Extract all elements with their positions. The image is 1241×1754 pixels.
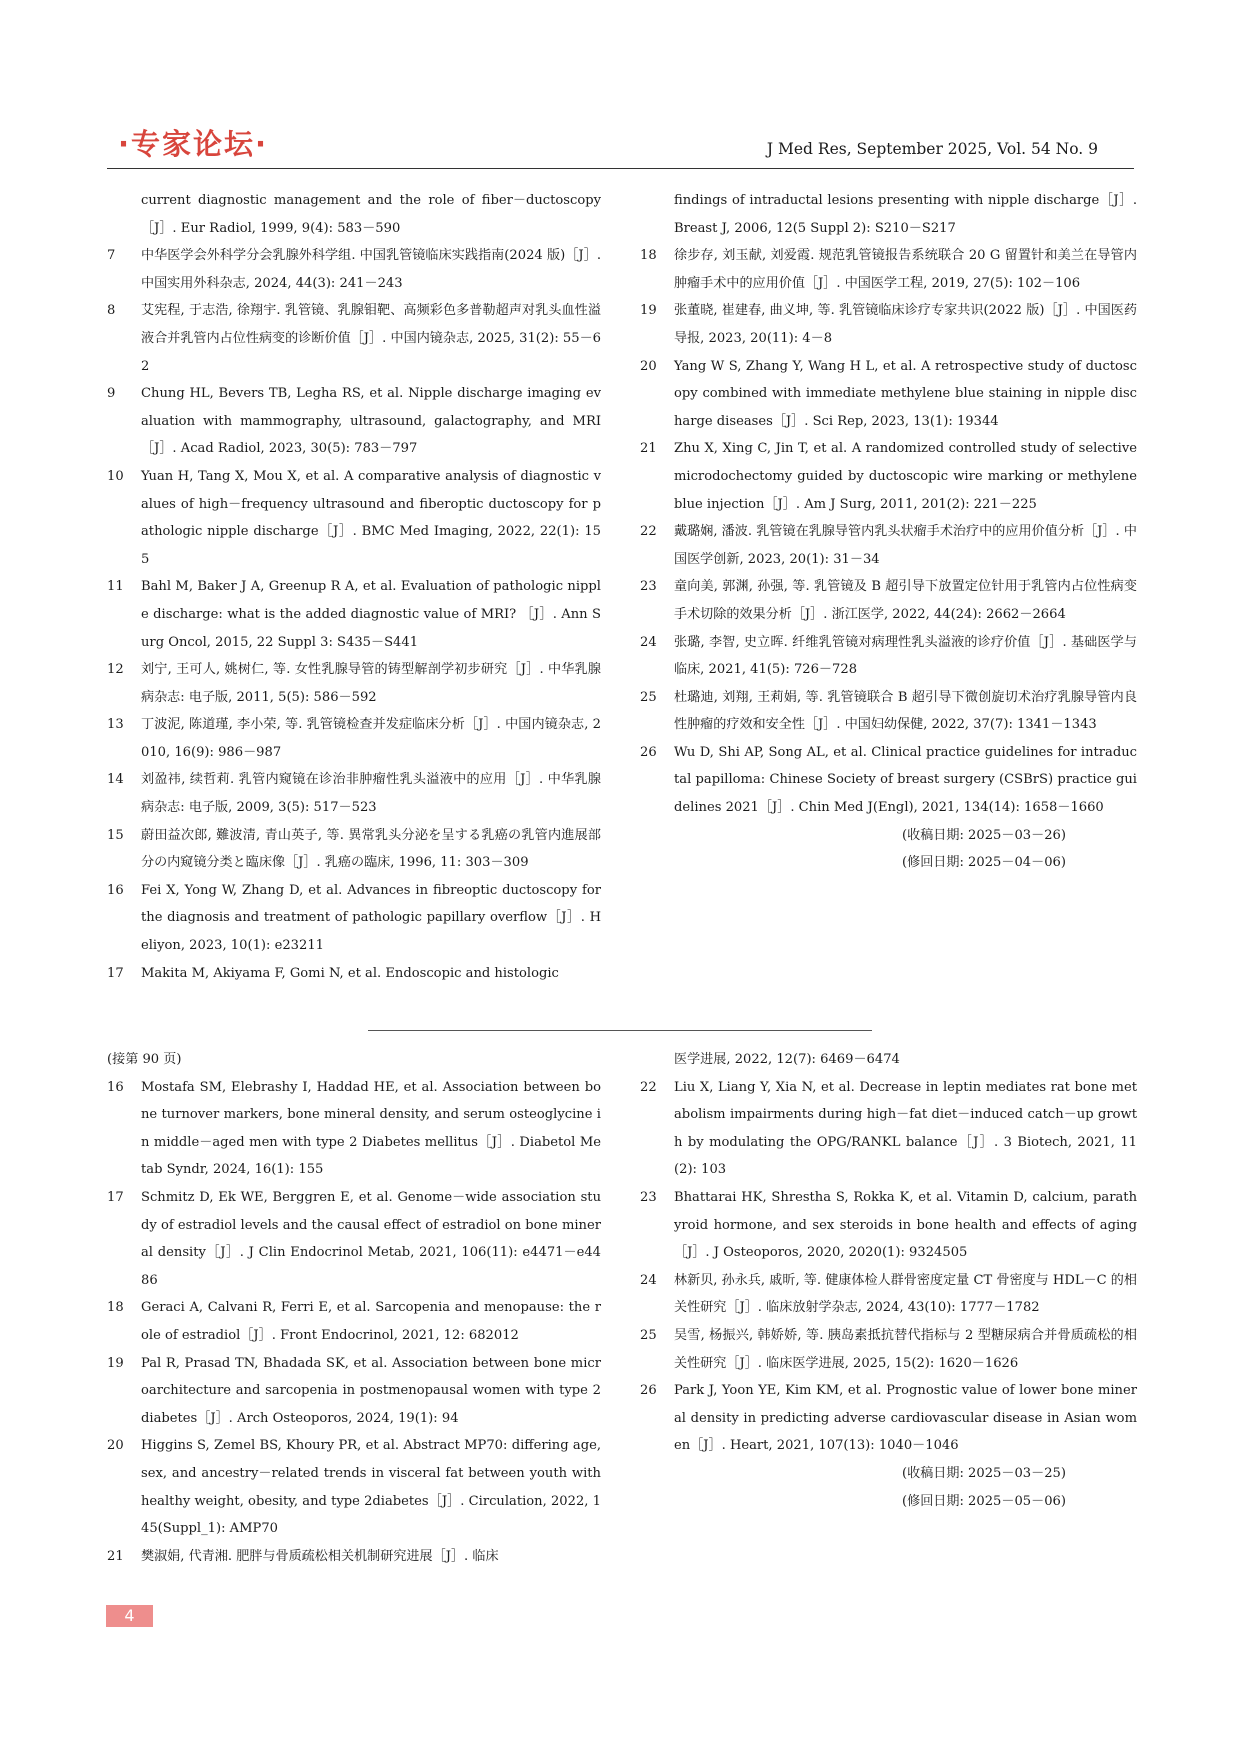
reference-item xyxy=(640,297,1137,352)
reference-item xyxy=(640,629,1137,684)
reference-item xyxy=(107,242,601,297)
reference-number: 14 xyxy=(107,772,124,788)
reference-text: 中华医学会外科学分会乳腺外科学组. 中国乳管镜临床实践指南(2024 版)［J］. 中国实用外科杂志, 2024, 44(3): 241－243 xyxy=(141,248,601,291)
reference-number: 23 xyxy=(640,579,657,595)
reference-number: 22 xyxy=(640,1079,657,1095)
reference-item xyxy=(107,297,601,380)
reference-number: 24 xyxy=(640,634,657,650)
reference-item xyxy=(107,573,601,656)
reference-number: 17 xyxy=(107,965,124,981)
revised-date: (修回日期: 2025－05－06) xyxy=(902,1493,1066,1509)
reference-number: 26 xyxy=(640,1383,657,1399)
reference-number: 16 xyxy=(107,1079,124,1095)
reference-text: 刘盈祎, 续哲莉. 乳管内窥镜在诊治非肿瘤性乳头溢液中的应用［J］. 中华乳腺病杂志: 电子版, 2009, 3(5): 517－523 xyxy=(141,772,601,816)
reference-text: 吴雪, 杨振兴, 韩娇娇, 等. 胰岛素抵抗替代指标与 2 型糖尿病合并骨质疏松的相关性研究［J］. 临床医学进展, 2025, 15(2): 1620－1626 xyxy=(674,1327,1137,1371)
reference-text: 张璐, 李智, 史立晖. 纤维乳管镜对病理性乳头溢液的诊疗价值［J］. 基础医学与临床, 2021, 41(5): 726－728 xyxy=(674,634,1137,678)
reference-text: Schmitz D, Ek WE, Berggren E, et al. Genome－wide association study of estradiol levels and the causal effect of estradiol on bone mineral density［J］. J Clin Endocrinol Metab, 2021, 106(11): e4471－e4486 xyxy=(141,1189,601,1288)
reference-item xyxy=(107,1294,601,1349)
reference-list xyxy=(640,242,1137,821)
top-left-column xyxy=(107,187,601,987)
reference-item xyxy=(640,353,1137,436)
reference-text: Bhattarai HK, Shrestha S, Rokka K, et al. Vitamin D, calcium, parathyroid hormone, and sex steroids in bone health and effects of aging［J］. J Osteoporos, 2020, 2020(1): 9324505 xyxy=(674,1189,1137,1261)
reference-list xyxy=(640,1074,1137,1460)
reference-text: 林新贝, 孙永兵, 戚昕, 等. 健康体检人群骨密度定量 CT 骨密度与 HDL－C 的相关性研究［J］. 临床放射学杂志, 2024, 43(10): 1777－1782 xyxy=(674,1272,1137,1316)
reference-item xyxy=(640,684,1137,739)
reference-number: 11 xyxy=(107,579,124,595)
reference-number: 24 xyxy=(640,1272,657,1288)
reference-number: 20 xyxy=(107,1438,124,1454)
reference-item xyxy=(107,711,601,766)
reference-number: 25 xyxy=(640,689,657,705)
reference-text: Bahl M, Baker J A, Greenup R A, et al. Evaluation of pathologic nipple discharge: what is the added diagnostic value of MRI? ［J］. Ann Surg Oncol, 2015, 22 Suppl 3: S435－S441 xyxy=(141,579,601,650)
reference-text: 蔚田益次郎, 難波清, 青山英子, 等. 異常乳头分泌を呈する乳癌の乳管内進展部分の内窥镜分类と臨床像［J］. 乳癌の臨床, 1996, 11: 303－309 xyxy=(141,827,601,871)
reference-text: 戴璐娴, 潘波. 乳管镜在乳腺导管内乳头状瘤手术治疗中的应用价值分析［J］. 中国医学创新, 2023, 20(1): 31－34 xyxy=(674,524,1137,567)
reference-number: 18 xyxy=(107,1300,124,1316)
reference-item xyxy=(107,877,601,960)
bottom-left-column xyxy=(107,1046,601,1570)
received-date: (收稿日期: 2025－03－26) xyxy=(902,827,1066,843)
reference-item xyxy=(107,1184,601,1294)
reference-number: 13 xyxy=(107,717,124,733)
reference-text: 丁波泥, 陈道瑾, 李小荣, 等. 乳管镜检查并发症临床分析［J］. 中国内镜杂志, 2010, 16(9): 986－987 xyxy=(141,717,601,760)
reference-item xyxy=(107,1074,601,1184)
reference-text: Makita M, Akiyama F, Gomi N, et al. Endoscopic and histologic xyxy=(141,965,559,981)
reference-number: 23 xyxy=(640,1189,657,1205)
reference-text: Mostafa SM, Elebrashy I, Haddad HE, et al. Association between bone turnover markers, bone mineral density, and serum osteoglycine in middle－aged men with type 2 Diabetes mellitus［J］. Diabetol Metab Syndr, 2024, 16(1): 155 xyxy=(141,1079,601,1178)
reference-number: 18 xyxy=(640,248,657,264)
reference-number: 16 xyxy=(107,882,124,898)
received-date: (收稿日期: 2025－03－25) xyxy=(902,1465,1066,1481)
reference-item xyxy=(640,518,1137,573)
reference-number: 19 xyxy=(640,303,657,319)
reference-item xyxy=(640,1377,1137,1460)
reference-text: Yang W S, Zhang Y, Wang H L, et al. A retrospective study of ductoscopy combined with immediate methylene blue staining in nipple discharge diseases［J］. Sci Rep, 2023, 13(1): 19344 xyxy=(674,358,1137,429)
reference-number: 10 xyxy=(107,468,124,484)
reference-number: 21 xyxy=(640,441,657,457)
article-divider xyxy=(368,1030,872,1031)
reference-number: 7 xyxy=(107,248,116,264)
header-divider xyxy=(107,168,1134,169)
continued-note: (接第 90 页) xyxy=(107,1052,182,1067)
reference-text: Liu X, Liang Y, Xia N, et al. Decrease in leptin mediates rat bone metabolism impairments during high－fat diet－induced catch－up growth by modulating the OPG/RANKL balance［J］. 3 Biotech, 2021, 11(2): 103 xyxy=(674,1079,1137,1178)
reference-item xyxy=(107,380,601,463)
reference-continuation: 医学进展, 2022, 12(7): 6469－6474 xyxy=(674,1052,900,1067)
reference-item xyxy=(107,656,601,711)
reference-list xyxy=(107,1074,601,1571)
reference-item xyxy=(640,1184,1137,1267)
reference-text: Zhu X, Xing C, Jin T, et al. A randomized controlled study of selective microdochectomy guided by ductoscopic wire marking or methylene blue injection［J］. Am J Surg, 2011, 201(2): 221－225 xyxy=(674,441,1137,512)
reference-text: 童向美, 郭渊, 孙强, 等. 乳管镜及 B 超引导下放置定位针用于乳管内占位性病变手术切除的效果分析［J］. 浙江医学, 2022, 44(24): 2662－2664 xyxy=(674,579,1137,622)
reference-item xyxy=(107,822,601,877)
section-title: ·专家论坛· xyxy=(118,127,269,161)
reference-item xyxy=(640,435,1137,518)
reference-item xyxy=(107,463,601,573)
reference-text: 张董晓, 崔建春, 曲义坤, 等. 乳管镜临床诊疗专家共识(2022 版)［J］. 中国医药导报, 2023, 20(11): 4－8 xyxy=(674,303,1137,346)
reference-item xyxy=(640,1267,1137,1322)
reference-text: 刘宁, 王可人, 姚树仁, 等. 女性乳腺导管的铸型解剖学初步研究［J］. 中华乳腺病杂志: 电子版, 2011, 5(5): 586－592 xyxy=(141,662,601,705)
reference-number: 20 xyxy=(640,358,657,374)
reference-number: 22 xyxy=(640,524,657,540)
reference-text: Yuan H, Tang X, Mou X, et al. A comparative analysis of diagnostic values of high－frequency ultrasound and fiberoptic ductoscopy for pathologic nipple discharge［J］. BMC Med Imaging, 2022, 22(1): 155 xyxy=(141,468,601,567)
reference-item xyxy=(640,739,1137,822)
reference-number: 25 xyxy=(640,1327,657,1343)
top-right-column xyxy=(640,187,1137,877)
reference-text: Geraci A, Calvani R, Ferri E, et al. Sarcopenia and menopause: the role of estradiol［J］. Front Endocrinol, 2021, 12: 682012 xyxy=(141,1300,601,1343)
reference-text: Wu D, Shi AP, Song AL, et al. Clinical practice guidelines for intraductal papilloma: Chinese Society of breast surgery (CSBrS) practice guidelines 2021［J］. Chin Med J(Engl), 2021, 134(14): 1658－1660 xyxy=(674,744,1137,816)
reference-item xyxy=(107,1543,601,1571)
reference-item xyxy=(640,573,1137,628)
reference-item xyxy=(107,766,601,821)
reference-number: 21 xyxy=(107,1548,124,1564)
reference-item xyxy=(107,960,601,988)
reference-number: 9 xyxy=(107,386,116,402)
reference-item xyxy=(640,1322,1137,1377)
reference-text: Park J, Yoon YE, Kim KM, et al. Prognostic value of lower bone mineral density in predicting adverse cardiovascular disease in Asian women［J］. Heart, 2021, 107(13): 1040－1046 xyxy=(674,1383,1137,1454)
bottom-right-column xyxy=(640,1046,1137,1515)
reference-number: 15 xyxy=(107,827,124,843)
reference-number: 19 xyxy=(107,1355,124,1371)
page-number: 4 xyxy=(106,1605,153,1627)
reference-item xyxy=(107,1350,601,1433)
reference-text: 樊淑娟, 代青湘. 肥胖与骨质疏松相关机制研究进展［J］. 临床 xyxy=(141,1548,499,1564)
reference-text: Pal R, Prasad TN, Bhadada SK, et al. Association between bone microarchitecture and sarcopenia in postmenopausal women with type 2diabetes［J］. Arch Osteoporos, 2024, 19(1): 94 xyxy=(141,1355,601,1426)
reference-text: Fei X, Yong W, Zhang D, et al. Advances in fibreoptic ductoscopy for the diagnosis and treatment of pathologic papillary overflow［J］. Heliyon, 2023, 10(1): e23211 xyxy=(141,882,601,954)
reference-number: 8 xyxy=(107,303,116,319)
reference-list xyxy=(107,242,601,987)
reference-text: 徐步存, 刘玉献, 刘爱霞. 规范乳管镜报告系统联合 20 G 留置针和美兰在导管内肿瘤手术中的应用价值［J］. 中国医学工程, 2019, 27(5): 102－106 xyxy=(674,248,1137,291)
reference-item xyxy=(640,242,1137,297)
journal-info: J Med Res, September 2025, Vol. 54 No. 9 xyxy=(766,140,1098,158)
reference-number: 26 xyxy=(640,744,657,760)
reference-text: Chung HL, Bevers TB, Legha RS, et al. Nipple discharge imaging evaluation with mammography, ultrasound, galactography, and MRI［J］. Acad Radiol, 2023, 30(5): 783－797 xyxy=(141,386,601,457)
reference-continuation: current diagnostic management and the role of fiber－ductoscopy［J］. Eur Radiol, 1999, 9(4): 583－590 xyxy=(141,193,601,236)
revised-date: (修回日期: 2025－04－06) xyxy=(902,855,1066,871)
reference-continuation: findings of intraductal lesions presenting with nipple discharge［J］. Breast J, 2006, 12(5 Suppl 2): S210－S217 xyxy=(674,193,1137,236)
reference-item xyxy=(107,1432,601,1542)
reference-number: 12 xyxy=(107,662,124,678)
reference-item xyxy=(640,1074,1137,1184)
reference-text: Higgins S, Zemel BS, Khoury PR, et al. Abstract MP70: differing age, sex, and ancestry－related trends in visceral fat between youth with healthy weight, obesity, and type 2diabetes［J］. Circulation, 2022, 145(Suppl_1): AMP70 xyxy=(141,1438,601,1537)
reference-text: 艾宪程, 于志浩, 徐翔宇. 乳管镜、乳腺钼靶、高频彩色多普勒超声对乳头血性溢液合并乳管内占位性病变的诊断价值［J］. 中国内镜杂志, 2025, 31(2): 55－62 xyxy=(141,303,601,374)
reference-text: 杜璐迪, 刘翔, 王莉娟, 等. 乳管镜联合 B 超引导下微创旋切术治疗乳腺导管内良性肿瘤的疗效和安全性［J］. 中国妇幼保健, 2022, 37(7): 1341－1343 xyxy=(674,689,1137,733)
reference-number: 17 xyxy=(107,1189,124,1205)
